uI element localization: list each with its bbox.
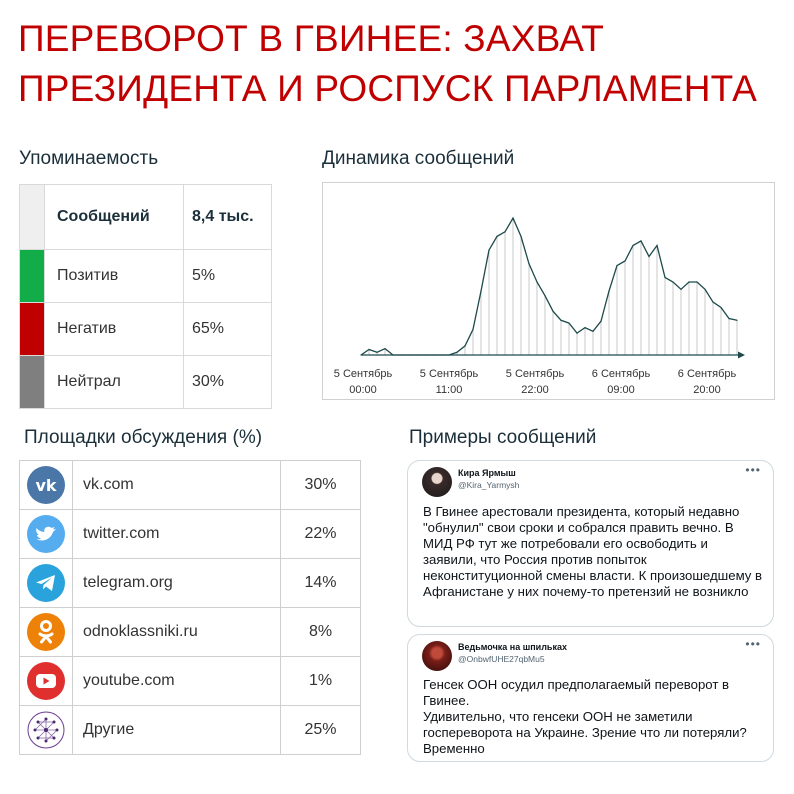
platform-name: odnoklassniki.ru <box>73 608 281 657</box>
data-point <box>480 291 481 292</box>
data-point <box>448 354 449 355</box>
platform-percent: 1% <box>281 657 361 706</box>
data-point <box>704 289 705 290</box>
x-tick-date: 6 Сентябрь <box>677 368 737 380</box>
data-point <box>472 329 473 330</box>
data-point <box>552 311 553 312</box>
data-point <box>496 236 497 237</box>
data-point <box>384 348 385 349</box>
data-point <box>544 295 545 296</box>
tweet-card[interactable] <box>407 460 774 627</box>
data-point <box>648 256 649 257</box>
platform-name: vk.com <box>73 461 281 510</box>
data-point <box>624 260 625 261</box>
mention-label: Сообщений <box>45 185 184 250</box>
x-tick-time: 00:00 <box>349 384 377 396</box>
mention-label: Позитив <box>45 250 184 303</box>
avatar <box>422 467 452 497</box>
data-point <box>376 352 377 353</box>
youtube-icon <box>27 662 65 700</box>
platform-row <box>20 706 361 755</box>
mention-label: Нейтрал <box>45 356 184 409</box>
data-point <box>672 281 673 282</box>
odnoklassniki-icon <box>27 613 65 651</box>
data-point <box>640 240 641 241</box>
platform-row <box>20 510 361 559</box>
mention-value: 5% <box>184 250 272 303</box>
tweet-text: Генсек ООН осудил предполагаемый переворот в Гвинее. Удивительно, что генсеки ООН не заметили госпереворота на Украине. Зрение что ли потеряли? Временно <box>423 677 747 756</box>
x-tick-date: 6 Сентябрь <box>591 368 651 380</box>
data-point <box>584 327 585 328</box>
tweet-author: Ведьмочка на шпильках <box>458 642 567 652</box>
mention-row-positive <box>20 250 272 303</box>
data-point <box>632 245 633 246</box>
data-point <box>680 289 681 290</box>
data-point <box>488 249 489 250</box>
mention-value: 65% <box>184 303 272 356</box>
data-point <box>736 320 737 321</box>
data-point <box>720 307 721 308</box>
data-point <box>424 354 425 355</box>
platforms-table <box>19 460 361 755</box>
platform-percent: 30% <box>281 461 361 510</box>
platform-name: Другие <box>73 706 281 755</box>
network-icon <box>27 711 65 749</box>
mention-value: 8,4 тыс. <box>184 185 272 250</box>
swatch-total <box>20 185 45 250</box>
vk-icon <box>27 466 65 504</box>
title-line-2: ПРЕЗИДЕНТА И РОСПУСК ПАРЛАМЕНТА <box>18 68 758 109</box>
data-point <box>368 349 369 350</box>
data-point <box>400 354 401 355</box>
data-point <box>528 263 529 264</box>
data-point <box>520 236 521 237</box>
x-axis-arrow <box>738 352 745 359</box>
x-tick-date: 5 Сентябрь <box>419 368 479 380</box>
tweet-text: В Гвинее арестовали президента, который недавно "обнулил" свои сроки и собрался править вечно. В МИД РФ тут же потребовали его освободить и заявили, что Россия против попыток неконституционной смены власти. К произошедшему в Афганистане у них почему-то претензий не возникло <box>423 504 763 599</box>
mention-row-negative <box>20 303 272 356</box>
data-point <box>576 333 577 334</box>
data-point <box>560 320 561 321</box>
data-point <box>456 352 457 353</box>
data-point <box>536 281 537 282</box>
data-point <box>464 345 465 346</box>
mention-title: Упоминаемость <box>19 148 159 169</box>
data-point <box>616 265 617 266</box>
data-point <box>696 281 697 282</box>
more-options-icon[interactable]: ••• <box>745 463 761 477</box>
twitter-icon <box>27 515 65 553</box>
data-point <box>656 245 657 246</box>
platform-row <box>20 559 361 608</box>
swatch-positive <box>20 250 45 303</box>
more-options-icon[interactable]: ••• <box>745 637 761 651</box>
platform-row <box>20 657 361 706</box>
dynamics-title: Динамика сообщений <box>322 148 515 169</box>
mention-label: Негатив <box>45 303 184 356</box>
mention-table <box>19 184 272 409</box>
platform-name: twitter.com <box>73 510 281 559</box>
platform-name: youtube.com <box>73 657 281 706</box>
mention-row-neutral <box>20 356 272 409</box>
page-title <box>18 14 778 114</box>
data-point <box>728 318 729 319</box>
x-tick-time: 09:00 <box>607 384 635 396</box>
data-point <box>392 354 393 355</box>
mention-row-total <box>20 185 272 250</box>
x-tick-time: 11:00 <box>435 384 463 396</box>
data-point <box>416 354 417 355</box>
data-point <box>408 354 409 355</box>
x-tick-time: 20:00 <box>693 384 721 396</box>
data-point <box>608 291 609 292</box>
data-point <box>688 281 689 282</box>
platform-percent: 8% <box>281 608 361 657</box>
platform-row <box>20 461 361 510</box>
data-point <box>440 354 441 355</box>
platforms-title: Площадки обсуждения (%) <box>24 427 263 448</box>
x-tick-date: 5 Сентябрь <box>505 368 565 380</box>
platform-name: telegram.org <box>73 559 281 608</box>
data-point <box>432 354 433 355</box>
x-tick-time: 22:00 <box>521 384 549 396</box>
data-point <box>600 321 601 322</box>
platform-percent: 25% <box>281 706 361 755</box>
x-tick-date: 5 Сентябрь <box>333 368 393 380</box>
swatch-neutral <box>20 356 45 409</box>
tweet-handle: @Kira_Yarmysh <box>458 480 520 490</box>
data-point <box>512 218 513 219</box>
platform-percent: 14% <box>281 559 361 608</box>
swatch-negative <box>20 303 45 356</box>
telegram-icon <box>27 564 65 602</box>
svg-text:vk: vk <box>35 476 57 495</box>
tweet-author: Кира Ярмыш <box>458 468 516 478</box>
data-point <box>712 301 713 302</box>
platform-row <box>20 608 361 657</box>
dynamics-chart <box>322 182 775 400</box>
tweet-card[interactable] <box>407 634 774 762</box>
avatar <box>422 641 452 671</box>
dynamics-chart-svg <box>323 183 774 399</box>
mention-value: 30% <box>184 356 272 409</box>
platform-percent: 22% <box>281 510 361 559</box>
examples-title: Примеры сообщений <box>409 427 597 448</box>
data-point <box>504 231 505 232</box>
data-point <box>664 277 665 278</box>
data-point <box>592 331 593 332</box>
title-line-1: ПЕРЕВОРОТ В ГВИНЕЕ: ЗАХВАТ <box>18 18 605 59</box>
data-point <box>360 354 361 355</box>
tweet-handle: @OnbwfUHE27qbMu5 <box>458 654 545 664</box>
data-point <box>568 322 569 323</box>
